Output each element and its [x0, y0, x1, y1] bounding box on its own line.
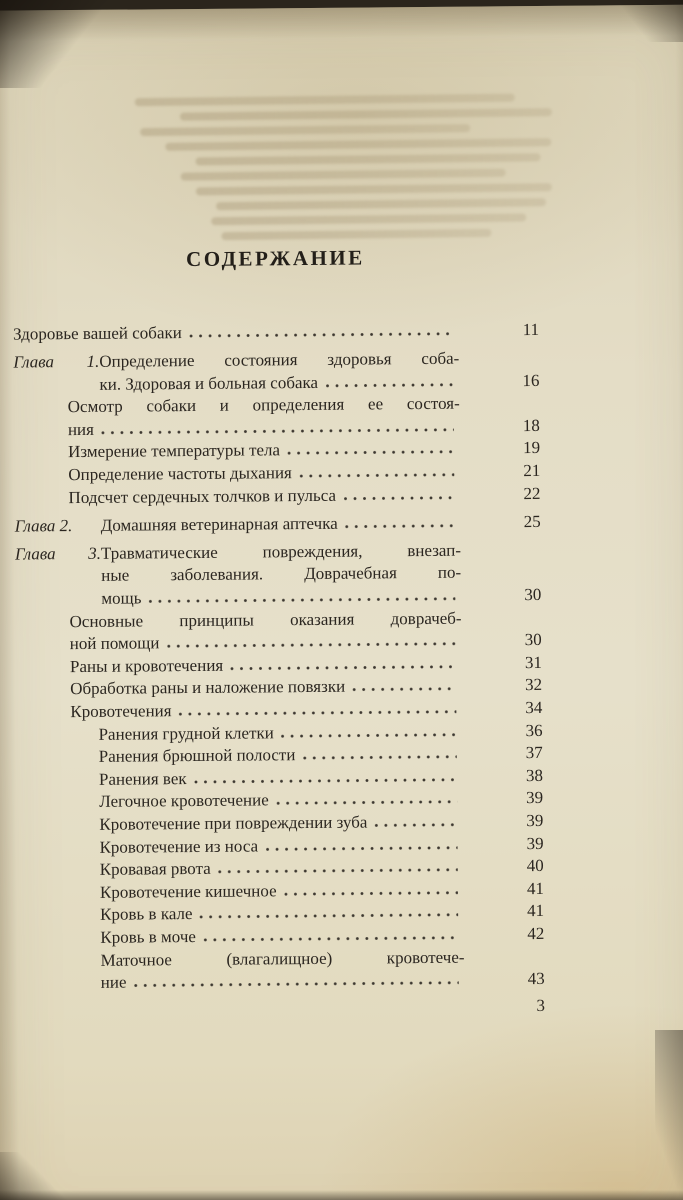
dot-leader	[166, 642, 455, 649]
toc-entry	[14, 392, 540, 442]
toc-entry	[15, 511, 541, 538]
ghost-text-line	[140, 124, 470, 136]
toc-entry-text: Кровотечение из носа	[99, 836, 259, 857]
toc-entry-line	[101, 968, 545, 994]
dot-leader	[374, 823, 457, 828]
toc-list	[13, 319, 545, 995]
toc-page-number: 40	[526, 856, 544, 876]
page-folio-number: 3	[536, 995, 546, 1015]
toc-entry	[18, 945, 544, 995]
toc-entry-text: Кровотечения	[70, 701, 172, 722]
toc-entry	[15, 607, 541, 657]
toc-entry-text: Подсчет сердечных толчков и пульса	[68, 485, 337, 507]
toc-page-number: 38	[525, 765, 544, 785]
toc-entry-text: мощь	[101, 588, 142, 608]
toc-entry-text: Здоровье вашей собаки	[12, 323, 182, 344]
toc-entry	[13, 319, 539, 346]
ghost-text-line	[165, 138, 551, 151]
toc-entry-text: Кровь в кале	[100, 904, 193, 925]
toc-entry	[15, 539, 542, 611]
toc-page-number: 19	[522, 438, 541, 458]
toc-entry-text: Маточное (влагалищное) кровотече-	[100, 947, 465, 970]
toc-page-number: 37	[525, 743, 543, 763]
toc-page-number: 18	[522, 415, 540, 436]
ghost-text-line	[195, 153, 540, 165]
chapter-label: Глава 1.	[13, 351, 100, 372]
dot-leader	[352, 687, 456, 692]
dot-leader	[200, 913, 459, 919]
toc-entry-line	[101, 584, 541, 610]
toc-page-number: 32	[525, 675, 543, 695]
toc-entry-text: Легочное кровотечение	[99, 790, 269, 812]
dot-leader	[325, 382, 453, 387]
dot-leader	[281, 732, 457, 738]
ghost-text-line	[196, 183, 552, 195]
dot-leader	[133, 981, 458, 988]
dot-leader	[265, 845, 457, 851]
toc-entry-line	[68, 483, 540, 510]
dot-leader	[203, 936, 458, 942]
dot-leader	[343, 495, 455, 500]
toc-entry-text: Осмотр собаки и определения ее состоя-	[67, 393, 460, 417]
dot-leader	[345, 523, 455, 528]
dot-leader	[230, 665, 456, 671]
toc-entry-line	[15, 511, 541, 538]
toc-entry-text: ние	[100, 972, 127, 992]
ghost-text-line	[181, 169, 506, 181]
toc-entry-line	[99, 370, 539, 396]
toc-page-number: 21	[523, 461, 541, 481]
dot-leader	[299, 473, 454, 478]
dot-leader	[148, 597, 455, 604]
toc-page-number: 39	[526, 788, 544, 808]
toc-entry-text: Ранения грудной клетки	[98, 722, 274, 744]
dot-leader	[284, 890, 458, 896]
toc-entry-text: ные заболевания. Доврачебная по-	[101, 563, 462, 586]
dot-leader	[179, 710, 457, 716]
toc-page-number: 43	[527, 969, 545, 989]
toc-page-number: 16	[522, 370, 540, 390]
ghost-text-line	[180, 108, 552, 121]
dot-leader	[218, 868, 458, 874]
toc-entry	[18, 923, 544, 950]
toc-page-number: 39	[526, 833, 544, 853]
toc-page-number: 41	[526, 878, 544, 898]
toc-page-number: 22	[523, 483, 541, 503]
toc-entry-text: ки. Здоровая и больная собака	[99, 372, 319, 394]
toc-page-number: 34	[525, 697, 543, 718]
toc-entry-text: Кровотечение кишечное	[99, 881, 277, 902]
toc-entry-text: Основные принципы оказания доврачеб-	[69, 608, 462, 631]
page-showthrough	[125, 93, 557, 248]
dot-leader	[302, 755, 456, 760]
ghost-text-line	[216, 198, 546, 210]
toc-entry-text: Определение частоты дыхания	[68, 463, 292, 485]
ghost-text-line	[211, 213, 526, 225]
toc-entry-text: Обработка раны и наложение повязки	[70, 677, 346, 699]
toc-entry-text: Ранения век	[98, 768, 187, 789]
ghost-text-line	[221, 229, 491, 240]
toc-entry	[14, 483, 540, 510]
toc-page-number: 11	[522, 319, 540, 340]
toc-page-number: 42	[527, 923, 545, 944]
dot-leader	[276, 800, 457, 806]
book-page	[0, 5, 683, 1200]
page-title: СОДЕРЖАНИЕ	[185, 245, 365, 272]
toc-page-number: 41	[527, 901, 545, 921]
toc-entry-text: Травматические повреждения, внезап-	[100, 540, 462, 563]
toc-entry-text: Ранения брюшной полости	[98, 745, 296, 767]
toc-entry-text: Раны и кровотечения	[69, 655, 224, 676]
toc-content	[12, 244, 545, 1020]
toc-page-number: 25	[523, 511, 541, 531]
toc-page-number: 31	[524, 652, 543, 672]
toc-page-number: 30	[524, 585, 542, 605]
toc-entry-text: Измерение температуры тела	[68, 440, 281, 462]
chapter-label: Глава 3.	[14, 543, 102, 564]
toc-entry-text: ния	[67, 419, 94, 439]
toc-entry-line	[100, 923, 544, 949]
toc-entry-text: Определение состояния здоровья соба-	[99, 348, 460, 371]
toc-page-number: 36	[525, 720, 543, 740]
chapter-label: Глава 2.	[14, 515, 73, 536]
dot-leader	[101, 428, 454, 435]
toc-entry-text: Кровавая рвота	[99, 859, 211, 879]
ghost-text-line	[135, 94, 515, 107]
toc-page-number: 39	[526, 810, 544, 831]
toc-entry-line	[13, 319, 539, 346]
toc-entry-text: Кровотечение при повреждении зуба	[99, 812, 368, 834]
dot-leader	[194, 777, 457, 783]
toc-entry-text: Домашняя ветеринарная аптечка	[100, 513, 338, 535]
toc-entry-text: Кровь в моче	[100, 926, 196, 947]
toc-entry	[13, 347, 539, 397]
dot-leader	[189, 332, 453, 338]
toc-page-number: 30	[524, 630, 542, 650]
dot-leader	[287, 450, 454, 455]
toc-entry-text: ной помощи	[69, 633, 160, 654]
